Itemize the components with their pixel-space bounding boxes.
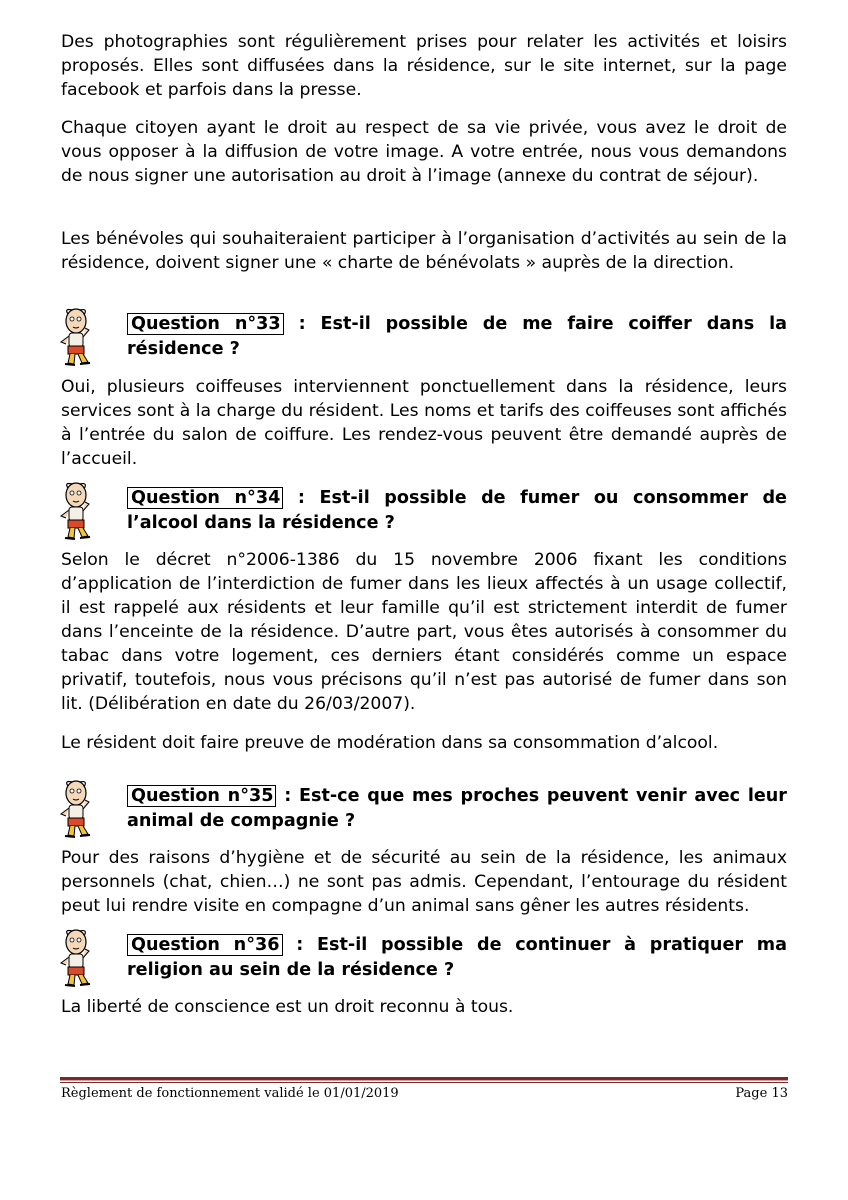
question-33-text: : Est-il possible de me faire coiffer dans la résidence ?: [127, 314, 787, 359]
intro-paragraph-image-rights: Chaque citoyen ayant le droit au respect de sa vie privée, vous avez le droit de vous opposer à la diffusion de votre image. A votre entrée, nous vous demandons de nous signer une autorisation au droit à l’image (annexe du contrat de séjour).: [61, 118, 787, 186]
thinking-man-icon: [52, 306, 104, 368]
question-35-text: : Est-ce que mes proches peuvent venir avec leur animal de compagnie ?: [127, 786, 787, 831]
question-36-text: : Est-il possible de continuer à pratiquer ma religion au sein de la résidence ?: [127, 935, 787, 980]
question-36-answer: La liberté de conscience est un droit reconnu à tous.: [61, 997, 514, 1017]
question-35-label: Question n°35: [127, 785, 276, 807]
thinking-man-icon: [52, 927, 104, 989]
thinking-man-icon: [52, 778, 104, 840]
question-36-heading: [127, 933, 787, 983]
footer-document-title: Règlement de fonctionnement validé le 01/01/2019: [61, 1086, 399, 1101]
question-35-heading: [127, 784, 787, 834]
footer-divider-thin: [60, 1082, 788, 1083]
question-35-answer: Pour des raisons d’hygiène et de sécurité au sein de la résidence, les animaux personnels (chat, chien…) ne sont pas admis. Cependant, l’entourage du résident peut lui rendre visite en compagne d’un animal sans gêner les autres résidents.: [61, 848, 787, 916]
question-34-text: : Est-il possible de fumer ou consommer de l’alcool dans la résidence ?: [127, 488, 787, 533]
question-36-label: Question n°36: [127, 934, 283, 956]
question-34-heading: [127, 486, 787, 536]
thinking-man-icon: [52, 480, 104, 542]
question-33-heading: [127, 312, 787, 362]
question-34-label: Question n°34: [127, 487, 283, 509]
footer-divider: [60, 1077, 788, 1081]
question-33-answer: Oui, plusieurs coiffeuses interviennent ponctuellement dans la résidence, leurs services sont à la charge du résident. Les noms et tarifs des coiffeuses sont affichés à l’entrée du salon de coiffure. Les rendez-vous peuvent être demandé auprès de l’accueil.: [61, 377, 787, 469]
question-33-label: Question n°33: [127, 313, 284, 335]
intro-paragraph-volunteers: Les bénévoles qui souhaiteraient participer à l’organisation d’activités au sein de la résidence, doivent signer une « charte de bénévolats » auprès de la direction.: [61, 229, 787, 273]
question-34-answer: Selon le décret n°2006-1386 du 15 novembre 2006 fixant les conditions d’application de l’interdiction de fumer dans les lieux affectés à un usage collectif, il est rappelé aux résidents et leur famille qu’il est strictement interdit de fumer dans l’enceinte de la résidence. D’autre part, vous êtes autorisés à consommer du tabac dans votre logement, ces derniers étant considérés comme un espace privatif, toutefois, nous vous précisons qu’il n’est pas autorisé de fumer dans son lit. (Délibération en date du 26/03/2007).: [61, 550, 787, 714]
question-34-answer-alcohol: Le résident doit faire preuve de modération dans sa consommation d’alcool.: [61, 733, 719, 753]
intro-paragraph-photos: Des photographies sont régulièrement prises pour relater les activités et loisirs proposés. Elles sont diffusées dans la résidence, sur le site internet, sur la page facebook et parfois dans la presse.: [61, 32, 787, 100]
footer-page-number: Page 13: [735, 1086, 788, 1101]
